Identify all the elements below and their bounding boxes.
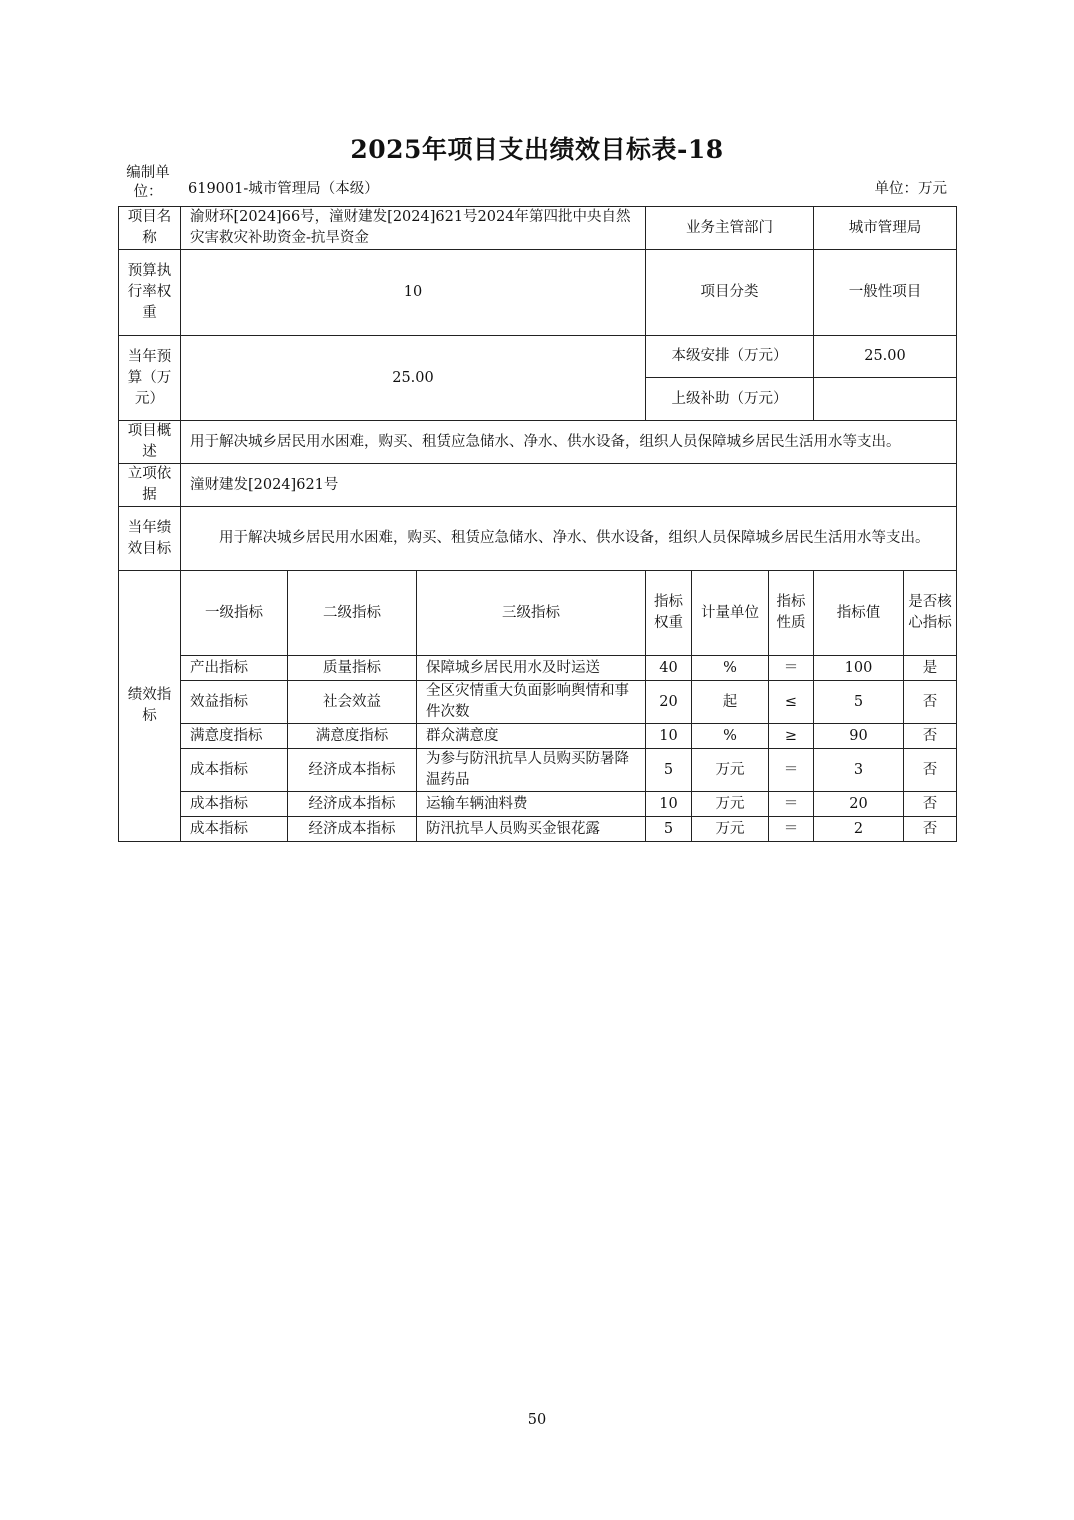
indicator-nature: ＝ xyxy=(769,656,814,681)
indicator-level2: 社会效益 xyxy=(288,681,417,724)
indicator-core: 是 xyxy=(904,656,957,681)
indicator-nature: ＝ xyxy=(769,792,814,817)
indicator-weight: 40 xyxy=(646,656,692,681)
indicator-level2: 质量指标 xyxy=(288,656,417,681)
indicator-unit: % xyxy=(692,724,769,749)
indicator-nature: ＝ xyxy=(769,749,814,792)
annual-budget-value: 25.00 xyxy=(181,336,646,421)
indicator-core: 否 xyxy=(904,792,957,817)
header-level2: 二级指标 xyxy=(288,571,417,656)
indicator-nature: ＝ xyxy=(769,817,814,842)
budget-rate-label: 预算执行率权重 xyxy=(119,250,181,336)
page-title: 2025年项目支出绩效目标表-18 xyxy=(350,135,724,164)
indicator-level2: 经济成本指标 xyxy=(288,792,417,817)
dept-label: 业务主管部门 xyxy=(646,207,814,250)
indicator-unit: 起 xyxy=(692,681,769,724)
header-unit: 计量单位 xyxy=(692,571,769,656)
table-row xyxy=(119,681,957,724)
category-value: 一般性项目 xyxy=(814,250,957,336)
project-name-value: 渝财环[2024]66号，潼财建发[2024]621号2024年第四批中央自然灾害救灾补助资金-抗旱资金 xyxy=(181,207,646,250)
indicator-nature: ≥ xyxy=(769,724,814,749)
indicator-unit: 万元 xyxy=(692,749,769,792)
indicator-weight: 20 xyxy=(646,681,692,724)
upper-value xyxy=(814,378,957,421)
indicator-nature: ≤ xyxy=(769,681,814,724)
table-row xyxy=(119,656,957,681)
header-level3: 三级指标 xyxy=(417,571,646,656)
goal-label: 当年绩效目标 xyxy=(119,507,181,571)
upper-label: 上级补助（万元） xyxy=(646,378,814,421)
indicator-value: 90 xyxy=(814,724,904,749)
overview-label: 项目概述 xyxy=(119,421,181,464)
indicator-core: 否 xyxy=(904,724,957,749)
indicator-level1: 成本指标 xyxy=(181,817,288,842)
dept-value: 城市管理局 xyxy=(814,207,957,250)
indicator-level3: 防汛抗旱人员购买金银花露 xyxy=(417,817,646,842)
indicator-level3: 全区灾情重大负面影响舆情和事件次数 xyxy=(417,681,646,724)
indicator-core: 否 xyxy=(904,681,957,724)
header-nature: 指标性质 xyxy=(769,571,814,656)
goal-value: 用于解决城乡居民用水困难，购买、租赁应急储水、净水、供水设备，组织人员保障城乡居民生活用水等支出。 xyxy=(181,507,957,571)
local-label: 本级安排（万元） xyxy=(646,336,814,378)
indicator-level2: 满意度指标 xyxy=(288,724,417,749)
indicator-weight: 10 xyxy=(646,792,692,817)
local-value: 25.00 xyxy=(814,336,957,378)
header-core: 是否核心指标 xyxy=(904,571,957,656)
header-value: 指标值 xyxy=(814,571,904,656)
indicator-level2: 经济成本指标 xyxy=(288,817,417,842)
indicator-level3: 为参与防汛抗旱人员购买防暑降温药品 xyxy=(417,749,646,792)
indicator-value: 3 xyxy=(814,749,904,792)
indicator-weight: 5 xyxy=(646,749,692,792)
table-row xyxy=(119,749,957,792)
perf-label: 绩效指标 xyxy=(119,571,181,842)
indicator-weight: 10 xyxy=(646,724,692,749)
overview-value: 用于解决城乡居民用水困难，购买、租赁应急储水、净水、供水设备，组织人员保障城乡居民生活用水等支出。 xyxy=(181,421,957,464)
unit-label: 编制单位： xyxy=(126,165,170,200)
indicator-core: 否 xyxy=(904,817,957,842)
indicator-level3: 保障城乡居民用水及时运送 xyxy=(417,656,646,681)
table-row xyxy=(119,817,957,842)
indicator-level1: 成本指标 xyxy=(181,749,288,792)
indicator-unit: 万元 xyxy=(692,792,769,817)
basis-value: 潼财建发[2024]621号 xyxy=(181,464,957,507)
category-label: 项目分类 xyxy=(646,250,814,336)
indicator-weight: 5 xyxy=(646,817,692,842)
indicator-level1: 产出指标 xyxy=(181,656,288,681)
indicator-value: 5 xyxy=(814,681,904,724)
indicator-core: 否 xyxy=(904,749,957,792)
indicator-value: 100 xyxy=(814,656,904,681)
money-unit: 单位：万元 xyxy=(874,181,947,197)
table-row xyxy=(119,724,957,749)
budget-rate-value: 10 xyxy=(181,250,646,336)
performance-table xyxy=(118,206,957,842)
header-weight: 指标权重 xyxy=(646,571,692,656)
indicator-unit: % xyxy=(692,656,769,681)
indicator-level3: 群众满意度 xyxy=(417,724,646,749)
project-name-label: 项目名称 xyxy=(119,207,181,250)
indicator-level3: 运输车辆油料费 xyxy=(417,792,646,817)
indicator-level2: 经济成本指标 xyxy=(288,749,417,792)
indicator-value: 2 xyxy=(814,817,904,842)
annual-budget-label: 当年预算（万元） xyxy=(119,336,181,421)
indicator-level1: 满意度指标 xyxy=(181,724,288,749)
page-number: 50 xyxy=(527,1412,547,1428)
indicator-level1: 成本指标 xyxy=(181,792,288,817)
indicator-unit: 万元 xyxy=(692,817,769,842)
header-level1: 一级指标 xyxy=(181,571,288,656)
basis-label: 立项依据 xyxy=(119,464,181,507)
table-row xyxy=(119,792,957,817)
indicator-value: 20 xyxy=(814,792,904,817)
indicator-level1: 效益指标 xyxy=(181,681,288,724)
unit-value: 619001-城市管理局（本级） xyxy=(188,181,379,197)
